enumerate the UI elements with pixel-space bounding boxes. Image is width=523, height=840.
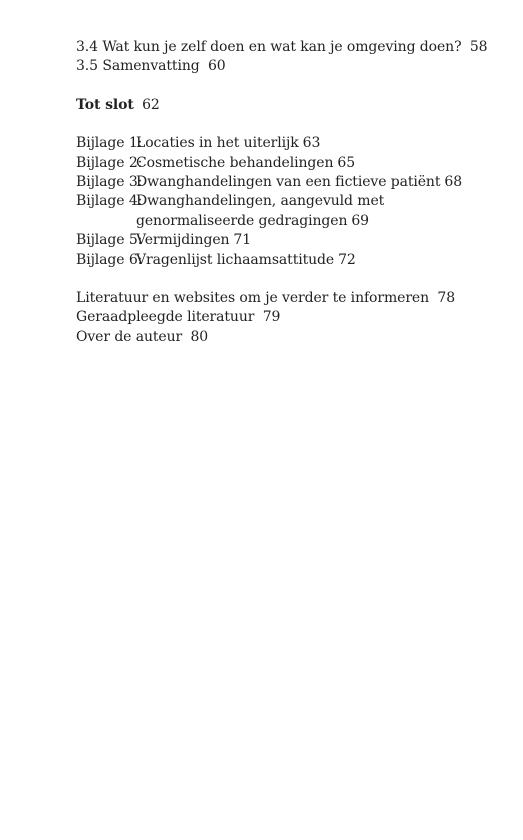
page-number: 79 [262, 309, 281, 326]
bijlage-title: Locaties in het uiterlijk [136, 135, 299, 152]
bijlage-label: Bijlage 3: [76, 174, 143, 191]
bijlage-label: Bijlage 5: [76, 232, 143, 249]
bijlage-title: Dwanghandelingen, aangevuld met genormaliseerde gedragingen [136, 193, 385, 229]
toc-entry-over-de-auteur [76, 328, 476, 347]
entry-title: Geraadpleegde literatuur [76, 309, 255, 326]
page-number: 71 [233, 232, 252, 249]
toc-entry-bijlage-1 [76, 134, 476, 153]
page-number: 80 [190, 328, 209, 345]
page-number: 69 [351, 212, 369, 229]
bijlage-title: Vermijdingen [136, 232, 230, 249]
bijlage-title: Cosmetische behandelingen [136, 154, 334, 171]
page-number: 65 [337, 154, 356, 171]
page-number: 58 [469, 39, 488, 55]
page-number: 60 [207, 58, 226, 75]
page-number: 78 [437, 290, 456, 307]
section-title: Samenvatting [102, 58, 200, 75]
chapter-title: Tot slot [76, 96, 134, 113]
page-number: 62 [142, 96, 160, 113]
section-number: 3.5 [76, 58, 98, 75]
bijlage-label: Bijlage 4: [76, 193, 143, 210]
bijlage-label: Bijlage 6: [76, 251, 143, 268]
toc-entry-bijlage-5 [76, 231, 476, 250]
bijlage-label: Bijlage 1: [76, 135, 143, 152]
section-title: Wat kun je zelf doen en wat kan je omgeving doen? [102, 39, 462, 55]
entry-title: Literatuur en websites om je verder te informeren [76, 290, 430, 307]
section-number: 3.4 [76, 39, 98, 55]
toc-entry-bijlage-3 [76, 173, 476, 192]
bijlage-title: Dwanghandelingen van een fictieve patiënt [136, 174, 441, 191]
toc-entry-geraadpleegde-literatuur [76, 308, 476, 327]
page-number: 72 [338, 251, 356, 268]
bijlage-label: Bijlage 2: [76, 154, 143, 171]
toc-entry-bijlage-4 [76, 192, 476, 231]
toc-entry-bijlage-2 [76, 154, 476, 173]
entry-title: Over de auteur [76, 328, 183, 345]
toc-entry-3-5 [76, 57, 476, 76]
toc-entry-bijlage-6 [76, 251, 476, 270]
toc-entry-tot-slot [76, 96, 476, 115]
page-number: 63 [302, 135, 321, 152]
toc-entry-literatuur-websites [76, 289, 476, 308]
table-of-contents [76, 38, 488, 347]
bijlage-title: Vragenlijst lichaamsattitude [136, 251, 335, 268]
toc-entry-3-4 [76, 38, 488, 57]
page-number: 68 [444, 174, 463, 191]
